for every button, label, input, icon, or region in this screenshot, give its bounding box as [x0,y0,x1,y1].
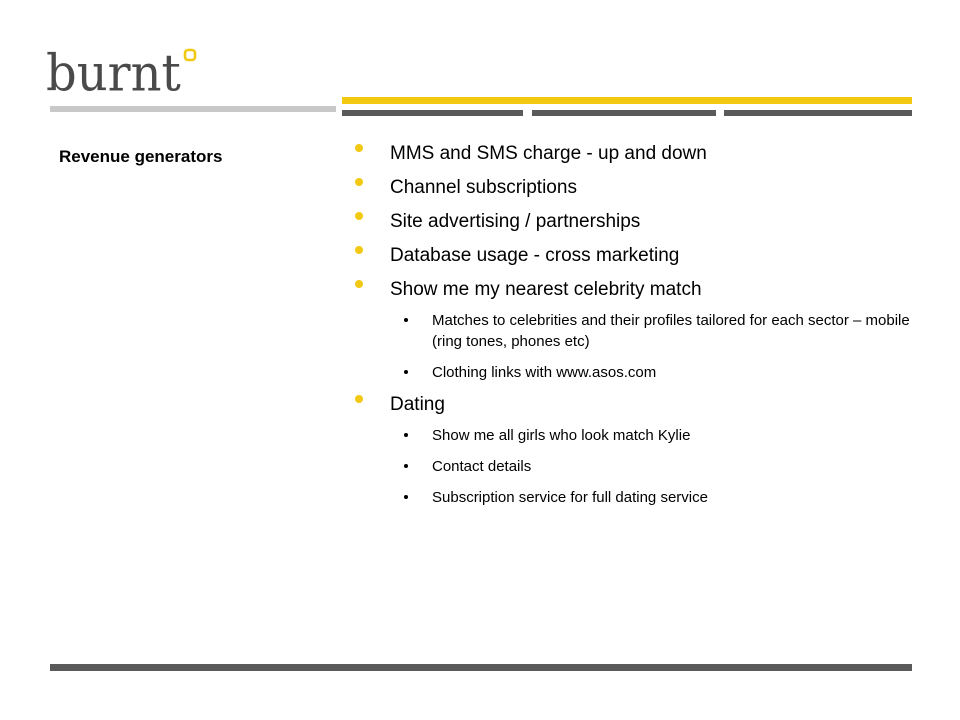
sub-list-item-text: Matches to celebrities and their profiles tailored for each sector – mobile (ring tones, phones etc) [432,312,910,350]
list-item [355,393,915,417]
bullet-dot-icon [355,246,363,254]
bullet-list [355,142,915,518]
list-item-text: Channel subscriptions [390,177,577,198]
header-rule-accent [342,97,912,104]
sub-list-item-text: Subscription service for full dating service [432,489,708,506]
logo-wordmark: burnt [46,44,181,103]
sub-list-item [355,487,915,508]
list-item [355,176,915,200]
sub-bullet-dot-icon [404,370,408,374]
sub-list-item [355,310,915,352]
sub-list-item [355,362,915,383]
header-rule-light [50,106,336,112]
bullet-dot-icon [355,178,363,186]
list-item [355,142,915,166]
list-item-text: Database usage - cross marketing [390,245,680,266]
header-rule-segment [342,110,523,116]
header-rule-segment [724,110,912,116]
list-item [355,278,915,302]
section-label: Revenue generators [59,147,223,166]
sub-bullet-dot-icon [404,464,408,468]
sub-list-item [355,425,915,446]
sub-list-item-text: Show me all girls who look match Kylie [432,427,691,444]
header-rule-segment [532,110,716,116]
sub-bullet-dot-icon [404,433,408,437]
sub-list-item-text: Contact details [432,458,532,475]
bullet-dot-icon [355,280,363,288]
sub-bullet-dot-icon [404,318,408,322]
sub-list-item-text: Clothing links with www.asos.com [432,364,657,381]
list-item-text: MMS and SMS charge - up and down [390,143,707,164]
list-item-text: Site advertising / partnerships [390,211,641,232]
list-item-text: Dating [390,394,445,415]
bullet-dot-icon [355,395,363,403]
burnt-logo [46,42,216,102]
sub-bullet-dot-icon [404,495,408,499]
logo-ring-icon [183,48,197,62]
sub-list-item [355,456,915,477]
bullet-dot-icon [355,212,363,220]
list-item-text: Show me my nearest celebrity match [390,279,702,300]
list-item [355,210,915,234]
bullet-dot-icon [355,144,363,152]
footer-rule [50,664,912,671]
list-item [355,244,915,268]
